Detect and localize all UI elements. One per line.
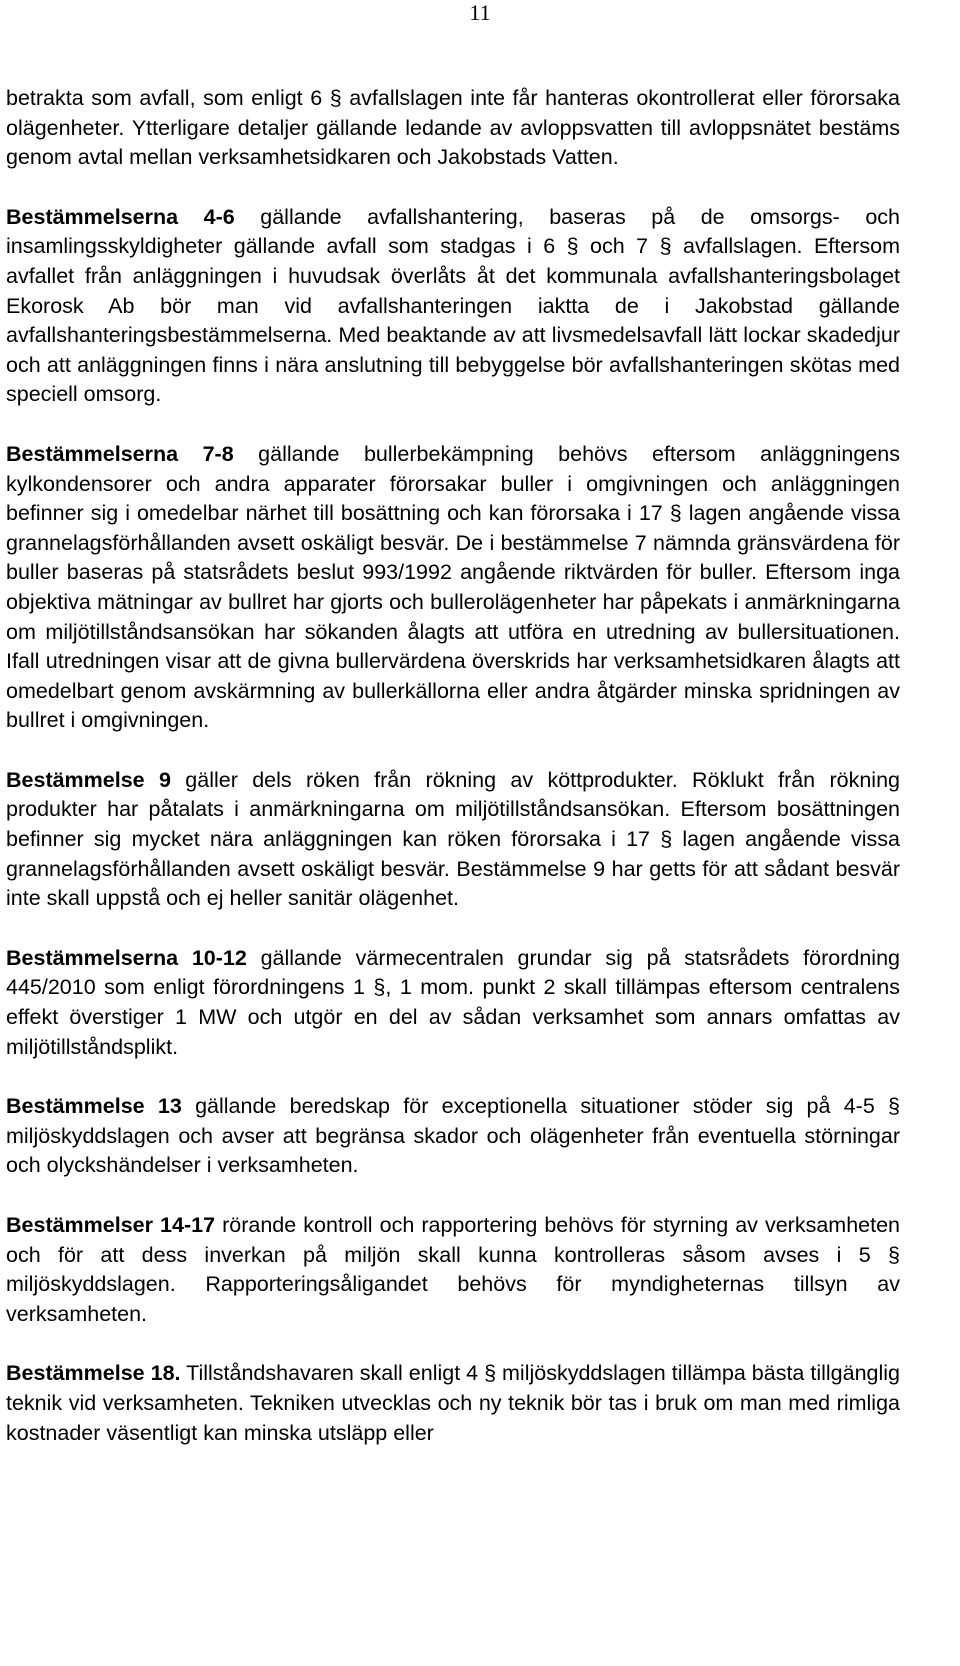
paragraph-text: gällande värmecentralen grundar sig på statsrådets förordning 445/2010 som enligt förordningens 1 §, 1 mom. punkt 2 skall tillämpas eftersom centralens effekt överstiger 1 MW och utgör en del av sådan verksamhet som annars omfattas av miljötillståndsplikt.	[6, 945, 900, 1059]
page-number: 11	[469, 0, 491, 25]
paragraph	[6, 84, 900, 173]
document-body	[6, 84, 900, 1478]
paragraph-text: rörande kontroll och rapportering behövs för styrning av verksamheten och för att dess inverkan på miljön skall kunna kontrolleras såsom avses i 5 § miljöskyddslagen. Rapporteringsåligandet behövs för myndigheternas tillsyn av verksamheten.	[6, 1213, 901, 1326]
paragraph	[6, 1092, 900, 1181]
paragraph-text: Tillståndshavaren skall enligt 4 § miljöskyddslagen tillämpa bästa tillgänglig teknik vid verksamheten. Tekniken utvecklas och ny teknik bör tas i bruk om man med rimliga kostnader väsentligt kan minska utsläpp eller	[6, 1361, 900, 1445]
paragraph-text: gällande avfallshantering, baseras på de omsorgs- och insamlingsskyldigheter gällande avfall som stadgas i 6 § och 7 § avfallslagen. Eftersom avfallet från anläggningen i huvudsak överlåts åt det kommunala avfallshanteringsbolaget Ekorosk Ab bör man vid avfallshanteringen iaktta de i Jakobstad gällande avfallshanteringsbestämmelserna. Med beaktande av att livsmedelsavfall lätt lockar skadedjur och att anläggningen finns i nära anslutning till bebyggelse bör avfallshanteringen skötas med speciell omsorg.	[6, 204, 900, 407]
paragraph-text: betrakta som avfall, som enligt 6 § avfallslagen inte får hanteras okontrollerat eller förorsaka olägenheter. Ytterligare detaljer gällande ledande av avloppsvatten till avloppsnätet bestäms genom avtal mellan verksamhetsidkaren och Jakobstads Vatten.	[6, 86, 900, 170]
paragraph-text: gällande bullerbekämpning behövs eftersom anläggningens kylkondensorer och andra apparater förorsakar buller i omgivningen och anläggningen befinner sig i omedelbar närhet till bosättning och kan förorsaka i 17 § lagen angående vissa grannelagsförhållanden avsett oskäligt besvär. De i bestämmelse 7 nämnda gränsvärdena för buller baseras på statsrådets beslut 993/1992 angående riktvärden för buller. Eftersom inga objektiva mätningar av bullret har gjorts och bullerolägenheter har påpekats i anmärkningarna om miljötillståndsansökan har sökanden ålagts att utföra en utredning av bullersituationen. Ifall utredningen visar att de givna bullervärdena överskrids har verksamhetsidkaren ålagts att omedelbart genom avskärmning av bullerkällorna eller andra åtgärder minska spridningen av bullret i omgivningen.	[6, 441, 900, 733]
paragraph-lead: Bestämmelserna 4-6	[6, 204, 235, 229]
paragraph-lead: Bestämmelse 13	[6, 1094, 182, 1119]
paragraph-lead: Bestämmelse 18.	[6, 1361, 181, 1386]
paragraph-lead: Bestämmelserna 7-8	[6, 441, 234, 466]
paragraph-lead: Bestämmelserna 10-12	[6, 945, 247, 970]
paragraph	[6, 203, 900, 410]
paragraph-text: gällande beredskap för exceptionella situationer stöder sig på 4-5 § miljöskyddslagen och avser att begränsa skador och olägenheter från eventuella störningar och olyckshändelser i verksamheten.	[6, 1094, 900, 1178]
paragraph	[6, 440, 900, 736]
paragraph-lead: Bestämmelser 14-17	[6, 1213, 216, 1237]
paragraph	[6, 944, 900, 1062]
paragraph-lead: Bestämmelse 9	[6, 767, 171, 792]
paragraph	[6, 1359, 900, 1448]
paragraph	[6, 766, 900, 914]
paragraph-text: gäller dels röken från rökning av köttprodukter. Röklukt från rökning produkter har påtalats i anmärkningarna om miljötillståndsansökan. Eftersom bosättningen befinner sig mycket nära anläggningen kan röken förorsaka i 17 § lagen angående vissa grannelagsförhållanden avsett oskäligt besvär. Bestämmelse 9 har getts för att sådant besvär inte skall uppstå och ej heller sanitär olägenhet.	[6, 767, 900, 911]
paragraph	[6, 1211, 900, 1329]
